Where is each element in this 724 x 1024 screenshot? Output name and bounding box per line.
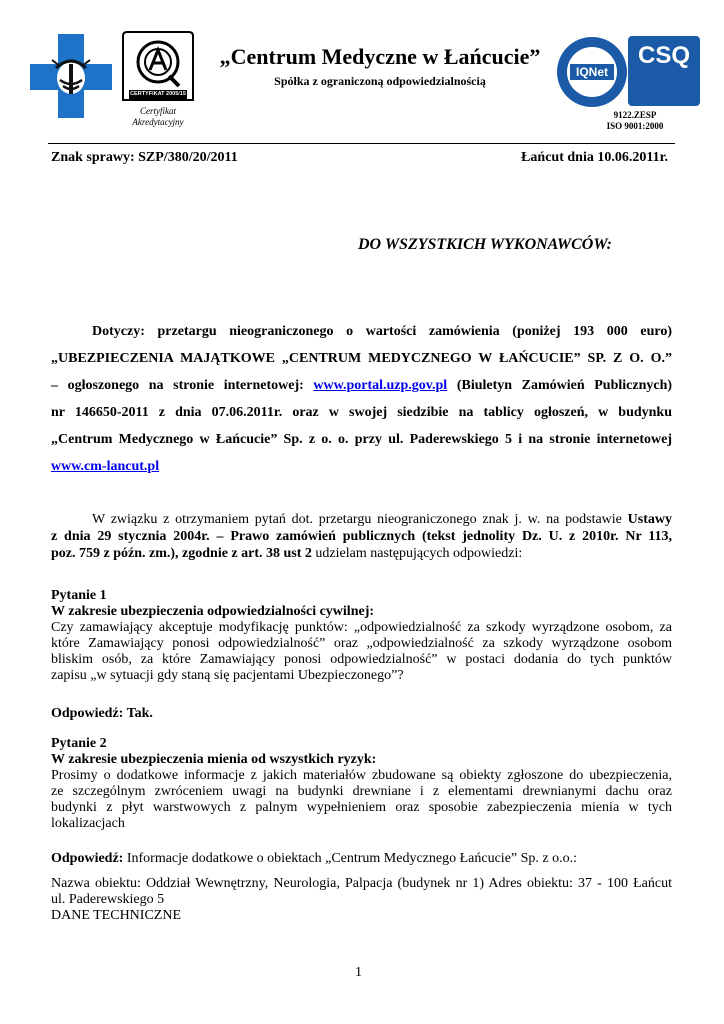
question-1-line-2: które Zamawiający ponosi odpowiedzialność” oraz „odpowiedzialność za szkody wyrządzone osobom bbox=[51, 636, 672, 651]
regarding-line-2: „UBEZPIECZENIA MAJĄTKOWE „CENTRUM MEDYCZNEGO W ŁAŃCUCIE” SP. Z O. O.” bbox=[51, 351, 672, 366]
medical-cross-logo bbox=[30, 34, 112, 118]
regarding-line-3a: – ogłoszonego na stronie internetowej: bbox=[51, 378, 304, 393]
regarding-block bbox=[51, 318, 672, 480]
answer-1: Odpowiedź: Tak. bbox=[51, 706, 153, 721]
company-subtitle: Spółka z ograniczoną odpowiedzialnością bbox=[274, 74, 486, 88]
answer-2-label: Odpowiedź: bbox=[51, 851, 124, 866]
question-1-line-1: Czy zamawiający akceptuje modyfikację punktów: „odpowiedzialność za szkody wyrządzone osobom, za bbox=[51, 620, 672, 635]
accreditation-certificate-logo bbox=[121, 30, 195, 110]
question-2-line-1: Prosimy o dodatkowe informacje z jakich materiałów zbudowane są obiekty zgłoszone do ubezpieczenia, bbox=[51, 768, 672, 783]
regarding-label: Dotyczy: bbox=[92, 324, 145, 339]
object-description bbox=[51, 876, 672, 924]
csq-logo-text: CSQ bbox=[637, 42, 690, 69]
certificate-caption-2: Akredytacyjny bbox=[132, 117, 184, 127]
answer-2-text: Informacje dodatkowe o obiektach „Centrum Medycznego Łańcucie” Sp. z o.o.: bbox=[126, 851, 578, 866]
regarding-line-3b: (Biuletyn Zamówień Publicznych) bbox=[456, 378, 673, 393]
addressee: DO WSZYSTKICH WYKONAWCÓW: bbox=[358, 236, 612, 253]
question-1-heading: Pytanie 1 bbox=[51, 588, 107, 603]
object-line-3: DANE TECHNICZNE bbox=[51, 908, 182, 923]
header-divider bbox=[48, 143, 675, 144]
intro-block bbox=[51, 511, 672, 562]
place-date: Łańcut dnia 10.06.2011r. bbox=[521, 150, 668, 165]
object-line-2: ul. Paderewskiego 5 bbox=[51, 892, 165, 907]
question-1-line-4: zapisu „w sytuacji gdy staną się pacjentami Ubezpieczonego”? bbox=[51, 668, 404, 683]
certificate-caption: Certyfikat bbox=[140, 106, 176, 116]
certificate-badge-text: CERTYFIKAT 2005/15 bbox=[130, 91, 186, 97]
question-2-topic: W zakresie ubezpieczenia mienia od wszystkich ryzyk: bbox=[51, 752, 377, 767]
intro-line-2: z dnia 29 stycznia 2004r. – Prawo zamówień publicznych (tekst jednolity Dz. U. z 2010r. Nr 113, bbox=[51, 529, 672, 544]
company-name: „Centrum Medyczne w Łańcucie” bbox=[219, 44, 541, 69]
question-2-line-4: lokalizacjach bbox=[51, 816, 125, 831]
question-1-line-3: bliskim osób, za które Zamawiający ponosi odpowiedzialność” w postaci dodania do tych punktów bbox=[51, 652, 672, 667]
question-2 bbox=[51, 736, 672, 832]
intro-line-1b: Ustawy bbox=[627, 512, 672, 527]
answer-2 bbox=[51, 851, 672, 867]
question-2-line-3: budynki z płyt warstwowych z palnym wypełnieniem oraz sposobie zabezpieczenia mienia w tych bbox=[51, 800, 672, 815]
iso-standard: ISO 9001:2000 bbox=[606, 121, 664, 131]
cm-lancut-link[interactable]: www.cm-lancut.pl bbox=[51, 459, 160, 474]
object-line-1: Nazwa obiektu: Oddział Wewnętrzny, Neurologia, Palpacja (budynek nr 1) Adres obiektu: 37 - 100 Łańcut bbox=[51, 876, 672, 891]
question-2-line-2: ze szczególnym zwróceniem uwagi na budynki drewniane i z elementami drewnianymi dachu oraz bbox=[51, 784, 672, 799]
page-number: 1 bbox=[355, 965, 362, 980]
iqnet-certification-seal bbox=[556, 36, 628, 108]
question-2-heading: Pytanie 2 bbox=[51, 736, 107, 751]
portal-uzp-link[interactable]: www.portal.uzp.gov.pl bbox=[313, 378, 448, 393]
iqnet-logo-text: IQNet bbox=[575, 65, 608, 79]
case-number: Znak sprawy: SZP/380/20/2011 bbox=[51, 150, 238, 165]
regarding-line-4: nr 146650-2011 z dnia 07.06.2011r. oraz w swojej siedzibie na tablicy ogłoszeń, w budynku bbox=[51, 405, 672, 420]
intro-line-3a: poz. 759 z późn. zm.), zgodnie z art. 38 ust 2 bbox=[51, 546, 312, 561]
regarding-line-5: „Centrum Medycznego w Łańcucie” Sp. z o. o. przy ul. Paderewskiego 5 i na stronie internetowej bbox=[51, 432, 672, 447]
question-1 bbox=[51, 588, 672, 684]
intro-line-3b: udzielam następujących odpowiedzi: bbox=[315, 546, 523, 561]
regarding-line-1: przetargu nieograniczonego o wartości zamówienia (poniżej 193 000 euro) bbox=[157, 324, 673, 339]
question-1-topic: W zakresie ubezpieczenia odpowiedzialności cywilnej: bbox=[51, 604, 375, 619]
iso-code: 9122.ZESP bbox=[613, 110, 657, 120]
csq-logo bbox=[628, 36, 700, 106]
intro-line-1a: W związku z otrzymaniem pytań dot. przetargu nieograniczonego znak j. w. na podstawie bbox=[92, 512, 622, 527]
